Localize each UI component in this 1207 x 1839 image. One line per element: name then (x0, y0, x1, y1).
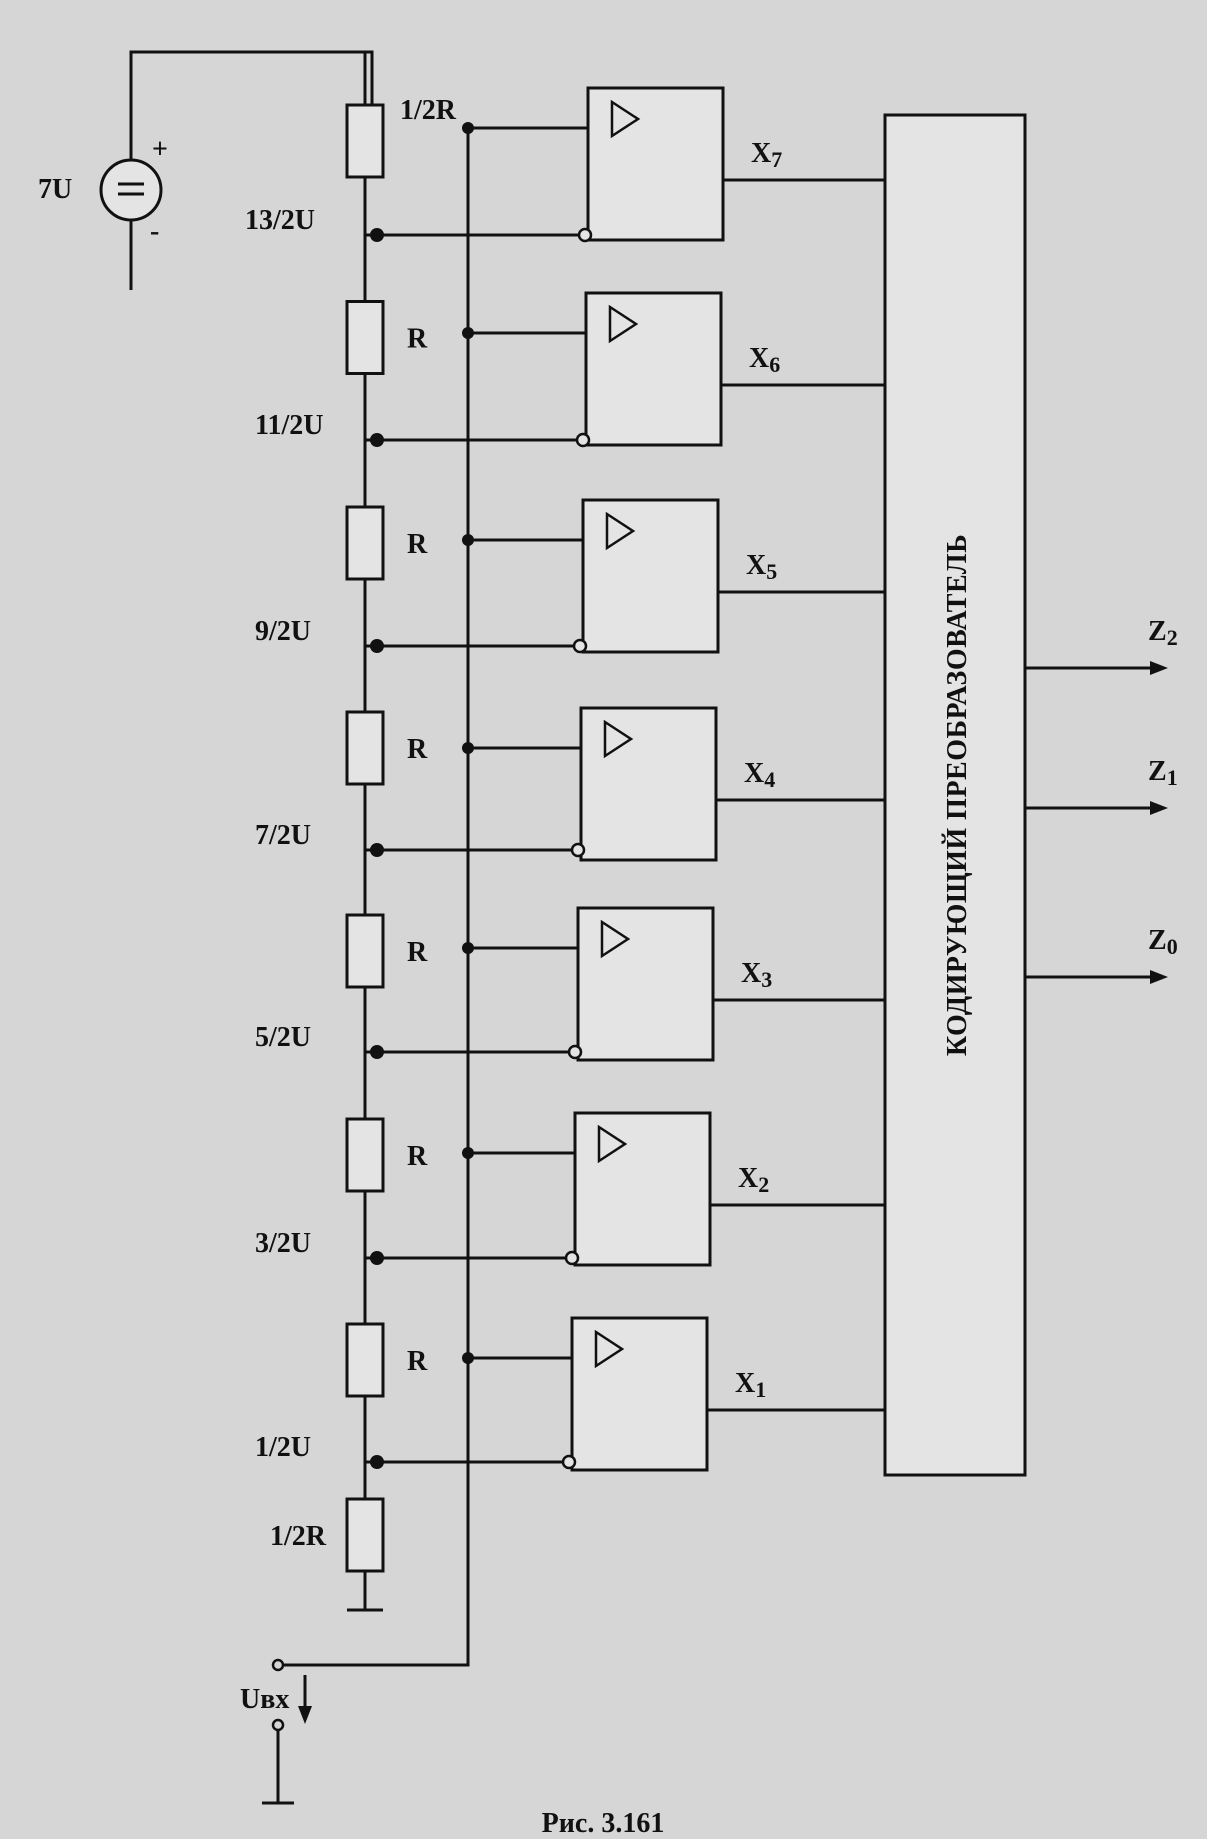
comparator-label: X1 (735, 1368, 767, 1402)
tap-voltage-label: 3/2U (255, 1228, 311, 1259)
encoder-outputs (1025, 616, 1178, 984)
input-terminal-top (273, 1660, 283, 1670)
junction-dot (370, 843, 384, 857)
output-arrow-icon (1150, 801, 1168, 815)
comparator-block (581, 708, 716, 860)
tap-voltage-label: 13/2U (245, 205, 315, 236)
inverting-input-circle (577, 434, 589, 446)
resistor (347, 915, 383, 987)
resistor-label: R (407, 1346, 428, 1377)
output-label: Z2 (1148, 616, 1178, 650)
input-arrow-icon (298, 1706, 312, 1724)
resistor (347, 1119, 383, 1191)
junction-dot (370, 228, 384, 242)
tap-voltage-label: 9/2U (255, 616, 311, 647)
resistor-label: R (407, 937, 428, 968)
comparator-label: X2 (738, 1163, 770, 1197)
inverting-input-circle (574, 640, 586, 652)
comparator-block (575, 1113, 710, 1265)
encoder-label: КОДИРУЮЩИЙ ПРЕОБРАЗОВАТЕЛЬ (942, 533, 973, 1057)
input-terminal-bottom (273, 1720, 283, 1730)
half-resistor (347, 105, 383, 177)
comparator-block (586, 293, 721, 445)
comparator-label: X5 (746, 550, 778, 584)
resistor (347, 302, 383, 374)
inverting-input-circle (569, 1046, 581, 1058)
half-resistor-label: 1/2R (400, 95, 456, 126)
input-label: Uвх (240, 1684, 290, 1715)
inverting-input-circle (566, 1252, 578, 1264)
output-label: Z1 (1148, 756, 1178, 790)
source-symbol (101, 160, 161, 220)
junction-dot (370, 433, 384, 447)
resistor (347, 712, 383, 784)
inverting-input-circle (563, 1456, 575, 1468)
resistor-label: R (407, 323, 428, 355)
resistor-label: R (407, 1141, 428, 1172)
tap-voltage-label: 5/2U (255, 1022, 311, 1053)
source-plus: + (152, 134, 168, 165)
half-resistor-label: 1/2R (270, 1521, 326, 1552)
tap-voltage-label: 1/2U (255, 1432, 311, 1463)
comparator-label: X7 (751, 138, 783, 172)
junction-dot (370, 1251, 384, 1265)
comparator-block (578, 908, 713, 1060)
voltage-source (38, 52, 372, 290)
encoder (885, 115, 1025, 1475)
junction-dot (370, 1045, 384, 1059)
inverting-input-circle (572, 844, 584, 856)
junction-dot (370, 1455, 384, 1469)
comparator-bank (245, 88, 885, 1665)
inverting-input-circle (579, 229, 591, 241)
junction-dot (370, 639, 384, 653)
half-resistor (347, 1499, 383, 1571)
comparator-label: X4 (744, 758, 776, 792)
comparator-label: X3 (741, 958, 773, 992)
figure-caption: Рис. 3.161 (541, 1808, 665, 1839)
comparator-label: X6 (749, 343, 781, 377)
tap-voltage-label: 11/2U (255, 410, 324, 441)
tap-voltage-label: 7/2U (255, 820, 311, 851)
comparator-block (572, 1318, 707, 1470)
source-label: 7U (38, 174, 73, 205)
source-minus: - (150, 216, 160, 247)
output-arrow-icon (1150, 661, 1168, 675)
comparator-block (583, 500, 718, 652)
output-arrow-icon (1150, 970, 1168, 984)
resistor-label: R (407, 734, 428, 765)
resistor-label: R (407, 529, 428, 560)
comparator-block (588, 88, 723, 240)
output-label: Z0 (1148, 925, 1178, 959)
resistor (347, 507, 383, 579)
resistor (347, 1324, 383, 1396)
